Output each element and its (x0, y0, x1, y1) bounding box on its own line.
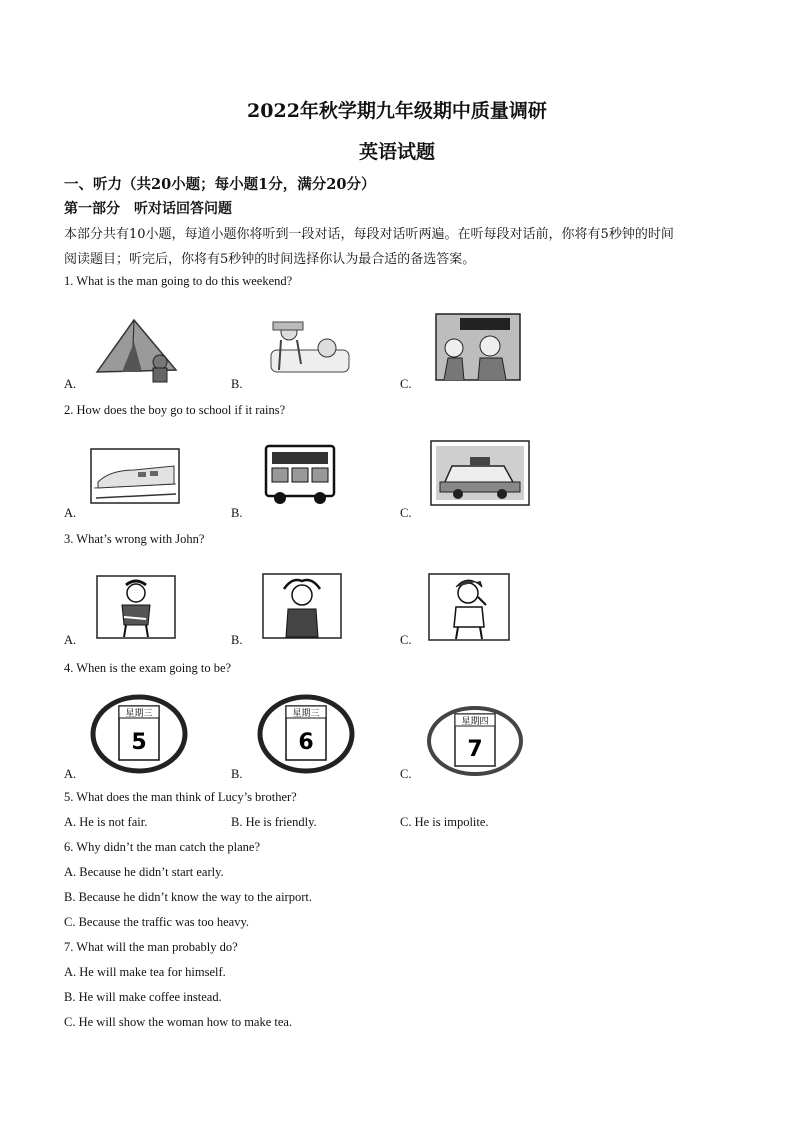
q5-option-a[interactable]: A. He is not fair. (64, 815, 148, 829)
calendar-7-day: 7 (467, 737, 483, 762)
q5-option-c[interactable]: C. He is impolite. (400, 815, 489, 829)
q3-option-b-label[interactable]: B. (231, 633, 243, 647)
calendar-6-icon (257, 694, 355, 774)
page-title: 2022年秋学期九年级期中质量调研 (247, 100, 547, 122)
page-subtitle: 英语试题 (358, 141, 435, 163)
taxi-icon (430, 440, 530, 506)
calendar-6-day: 6 (298, 730, 314, 755)
question-4: 4. When is the exam going to be? (64, 661, 232, 675)
q4-option-c-label[interactable]: C. (400, 767, 412, 781)
toothache-icon (428, 573, 510, 641)
q1-option-c-label[interactable]: C. (400, 377, 412, 391)
q7-option-c[interactable]: C. He will show the woman how to make tea. (64, 1015, 293, 1029)
shopping-store-icon (434, 312, 522, 382)
q2-option-a-label[interactable]: A. (64, 506, 77, 520)
part-heading: 第一部分 听对话回答问题 (64, 201, 232, 217)
q5-option-b[interactable]: B. He is friendly. (231, 815, 317, 829)
calendar-7-weekday: 星期四 (461, 717, 489, 727)
stomachache-icon (96, 575, 176, 639)
tent-camping-icon (92, 314, 182, 386)
calendar-5-icon (90, 694, 188, 774)
q2-option-c-label[interactable]: C. (400, 506, 412, 520)
question-3: 3. What’s wrong with John? (64, 532, 205, 546)
q1-option-a-label[interactable]: A. (64, 377, 77, 391)
q6-option-a[interactable]: A. Because he didn’t start early. (64, 865, 224, 879)
q2-option-b-label[interactable]: B. (231, 506, 243, 520)
headache-icon (262, 573, 342, 639)
train-icon (90, 448, 180, 504)
calendar-6-weekday: 星期三 (292, 709, 320, 719)
q6-option-b[interactable]: B. Because he didn’t know the way to the airport. (64, 890, 312, 904)
q3-option-c-label[interactable]: C. (400, 633, 412, 647)
q4-option-b-label[interactable]: B. (231, 767, 243, 781)
calendar-5-weekday: 星期三 (125, 709, 153, 719)
instructions-line-1: 本部分共有10小题，每道小题你将听到一段对话，每段对话听两遍。在听每段对话前，你将有5秒钟的时间 (64, 227, 674, 242)
question-5: 5. What does the man think of Lucy’s brother? (64, 790, 297, 804)
calendar-5-day: 5 (131, 730, 147, 755)
bus-icon (262, 440, 338, 506)
question-1: 1. What is the man going to do this weekend? (64, 274, 293, 288)
sick-in-bed-icon (265, 320, 355, 384)
instructions-line-2: 阅读题目；听完后，你将有5秒钟的时间选择你认为最合适的备选答案。 (64, 252, 476, 267)
question-2: 2. How does the boy go to school if it rains? (64, 403, 286, 417)
q7-option-b[interactable]: B. He will make coffee instead. (64, 990, 222, 1004)
calendar-7-icon (426, 704, 524, 778)
section-heading: 一、听力（共20小题；每小题1分，满分20分） (64, 176, 376, 193)
question-7: 7. What will the man probably do? (64, 940, 238, 954)
question-6: 6. Why didn’t the man catch the plane? (64, 840, 261, 854)
q1-option-b-label[interactable]: B. (231, 377, 243, 391)
q4-option-a-label[interactable]: A. (64, 767, 77, 781)
q7-option-a[interactable]: A. He will make tea for himself. (64, 965, 226, 979)
q6-option-c[interactable]: C. Because the traffic was too heavy. (64, 915, 250, 929)
q3-option-a-label[interactable]: A. (64, 633, 77, 647)
instructions (64, 222, 744, 272)
